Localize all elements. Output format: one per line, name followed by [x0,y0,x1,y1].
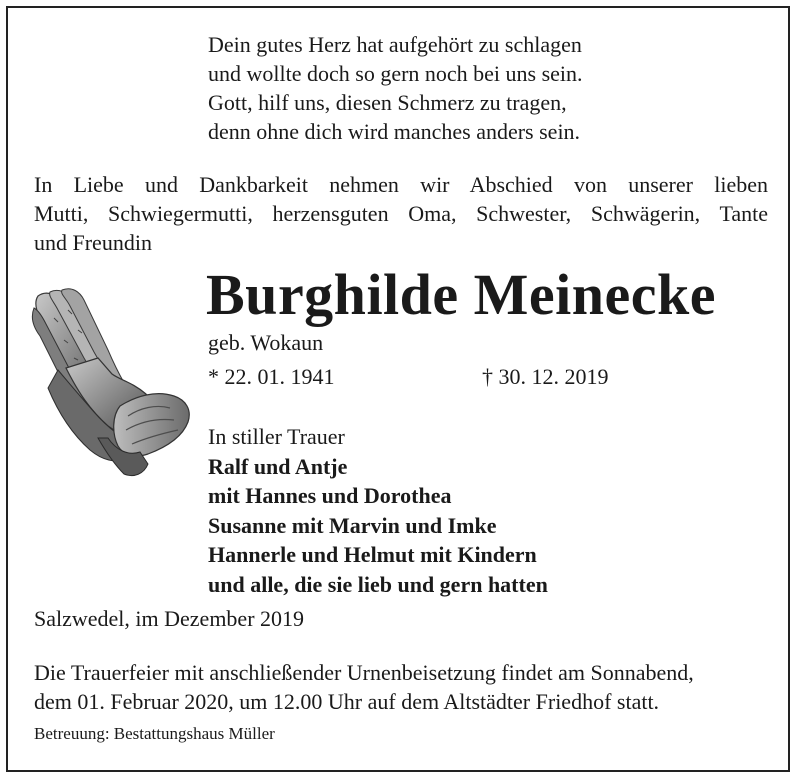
poem-line: denn ohne dich wird manches anders sein. [208,119,581,144]
deceased-name: Burghilde Meinecke [206,262,717,327]
funeral-home-credit: Betreuung: Bestattungshaus Müller [34,724,275,743]
mourner-line: Hannerle und Helmut mit Kindern [208,542,537,567]
ceremony-line: dem 01. Februar 2020, um 12.00 Uhr auf dem Altstädter Friedhof statt. [34,689,660,714]
poem-line: Gott, hilf uns, diesen Schmerz zu tragen, [208,90,567,115]
place-date: Salzwedel, im Dezember 2019 [34,606,305,631]
ceremony-info [34,658,694,716]
intro-line: und Freundin [34,230,152,255]
farewell-intro [34,170,768,257]
birth-name: geb. Wokaun [208,330,324,355]
poem-line: Dein gutes Herz hat aufgehört zu schlagen [208,32,582,57]
poem-line: und wollte doch so gern noch bei uns sein. [208,61,583,86]
ceremony-line: Die Trauerfeier mit anschließender Urnenbeisetzung findet am Sonnabend, [34,660,694,685]
intro-line: Mutti, Schwiegermutti, herzensguten Oma, Schwester, Schwägerin, Tante [34,201,768,226]
mourner-line: Susanne mit Marvin und Imke [208,512,497,538]
praying-hands-icon [28,288,194,478]
mourners-list [208,422,548,599]
mourner-line: Ralf und Antje [208,453,348,479]
birth-date: * 22. 01. 1941 [208,364,335,389]
mourner-line: und alle, die sie lieb und gern hatten [208,571,548,597]
intro-line: In Liebe und Dankbarkeit nehmen wir Abschied von unserer lieben [34,172,768,197]
mourners-heading: In stiller Trauer [208,424,345,449]
mourner-line: mit Hannes und Dorothea [208,483,452,508]
memorial-poem [208,30,583,146]
death-date: † 30. 12. 2019 [482,364,609,389]
